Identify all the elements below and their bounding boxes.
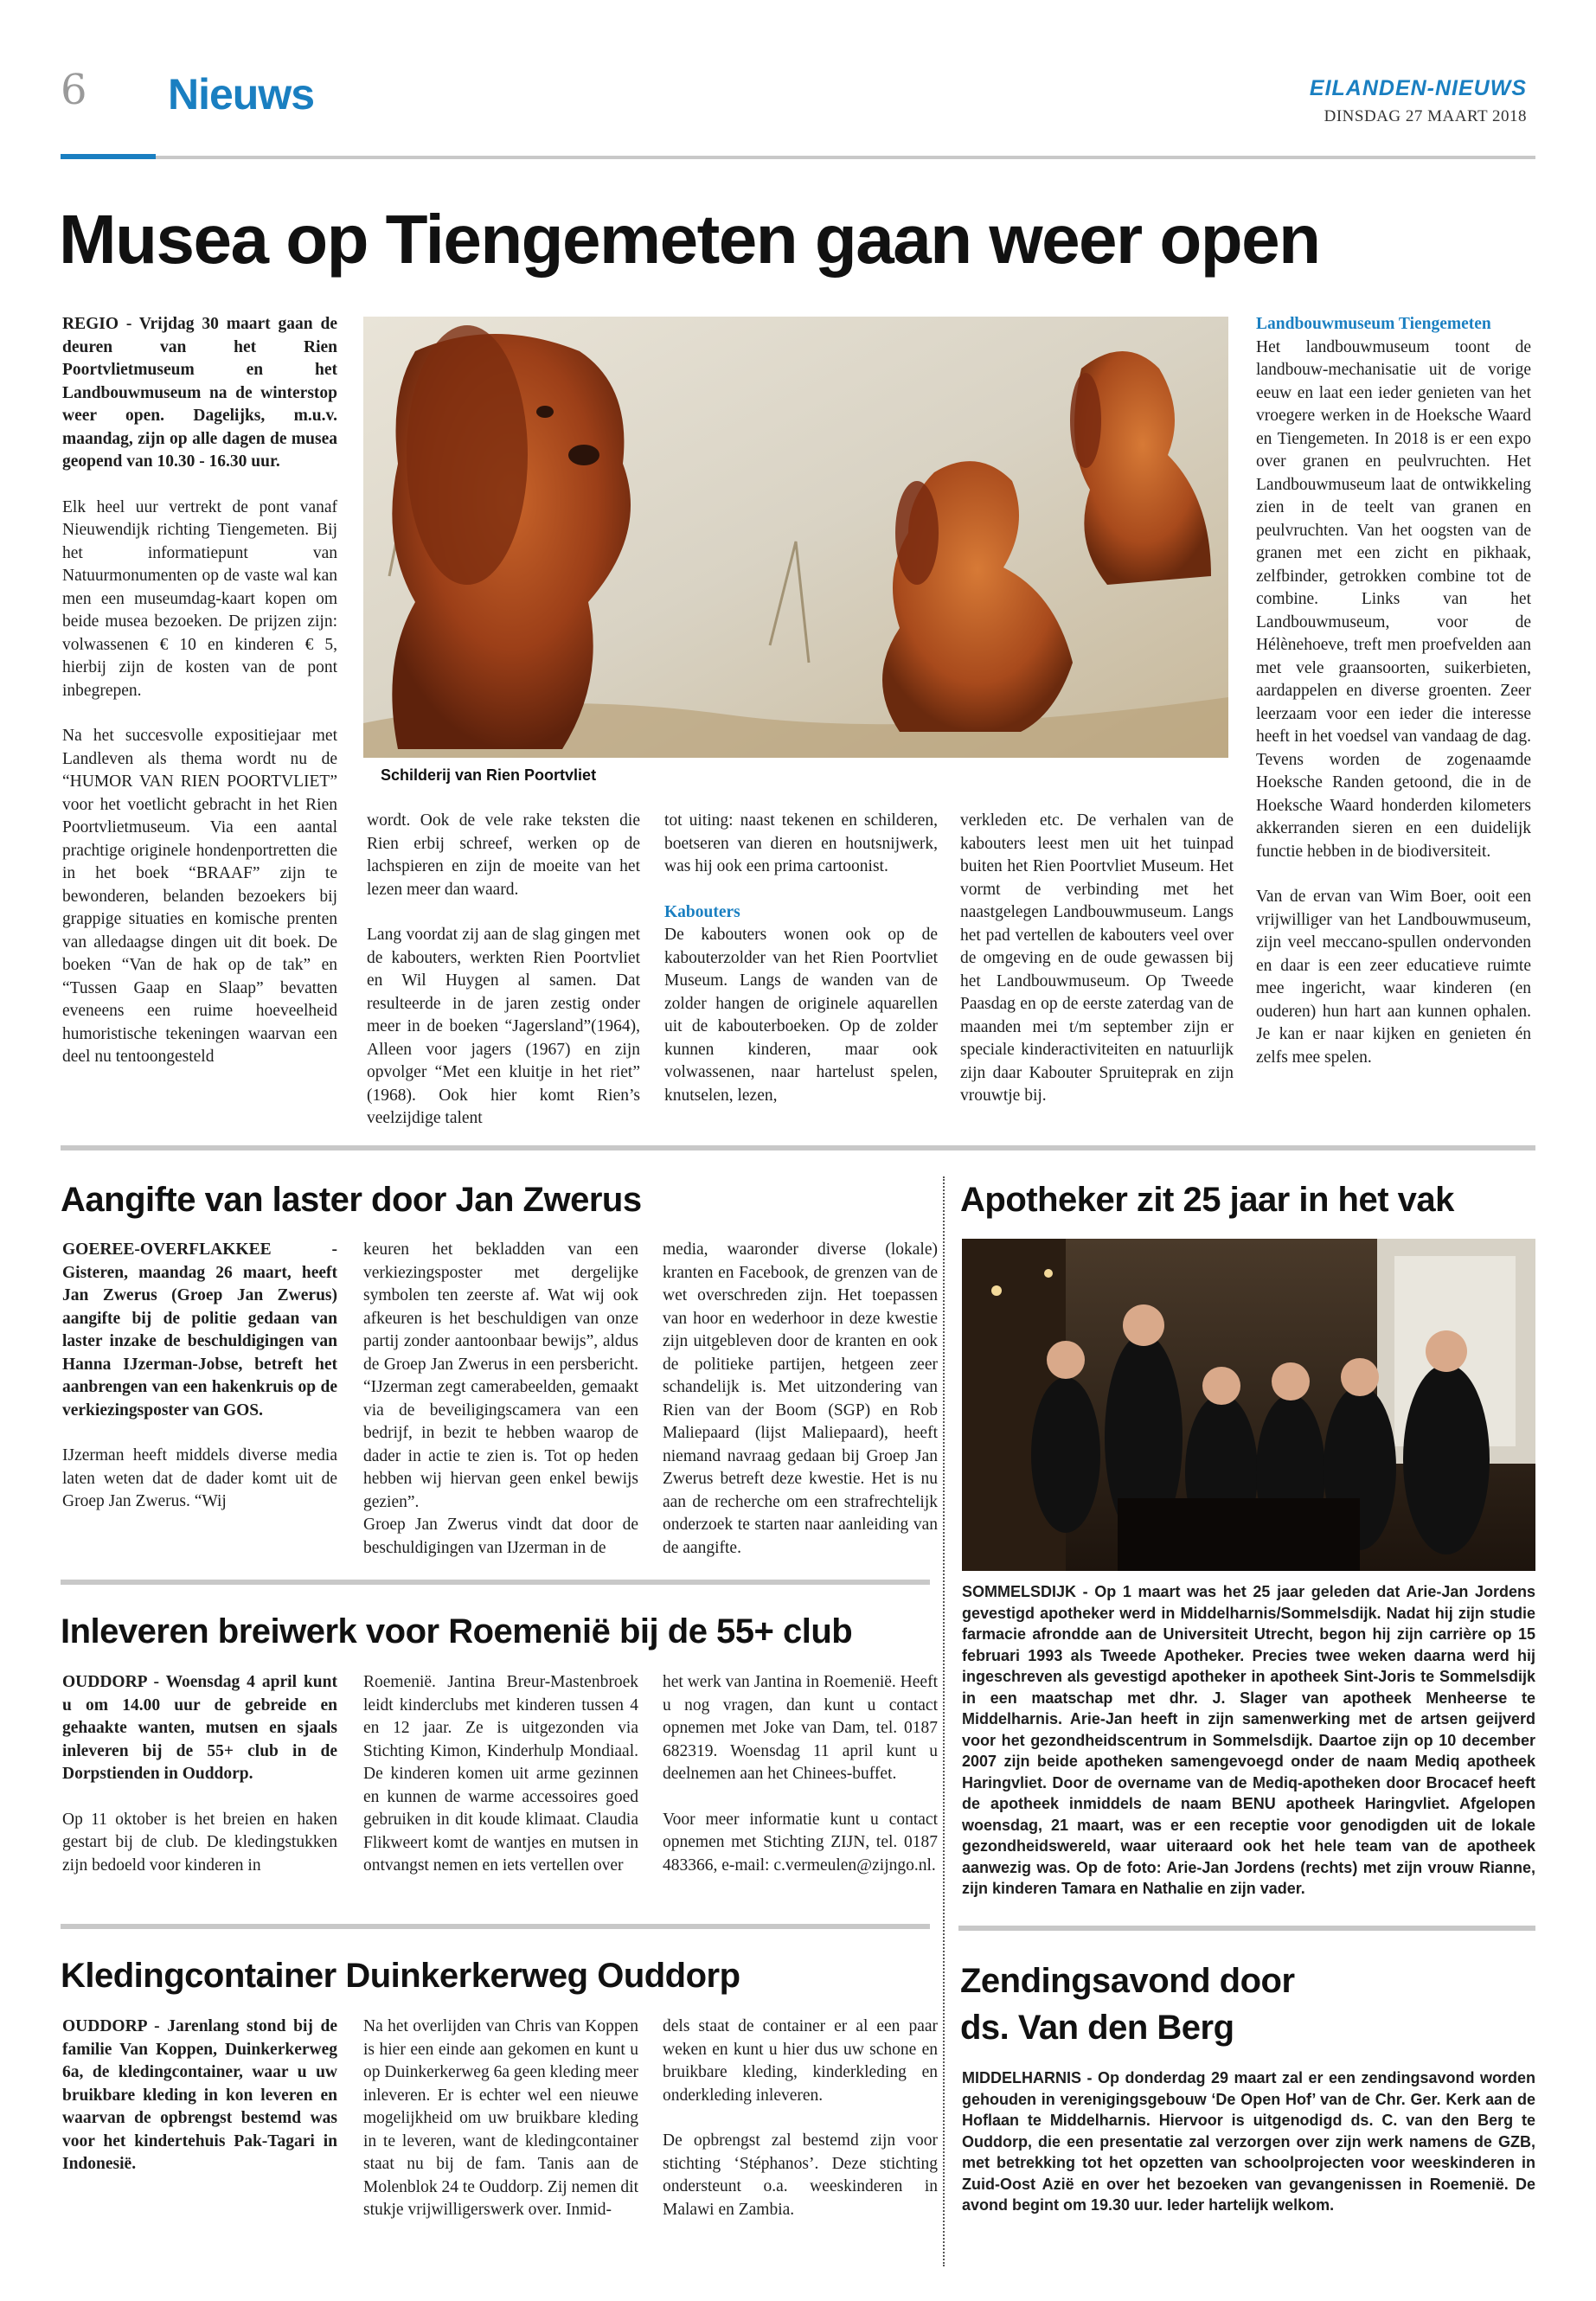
kleding-lead: OUDDORP - Jarenlang stond bij de familie Van Koppen, Duinkerkerweg 6a, de kledingcontainer, waar u uw bruikbare kleding in kon leveren en waarvan de opbrengst bestemd was voor het kindertehuis Pak-Tagari in Indonesië. [62, 2017, 337, 2173]
main-col1-p1: Elk heel uur vertrekt de pont vanaf Nieuwendijk richting Tiengemeten. Bij het informatiepunt van Natuurmonumenten op de vaste wal kan men een museumdag-kaart kopen om beide musea bezoeken. De prijzen zijn: volwassenen € 10 en kinderen € 5, hierbij zijn de kosten van de pont inbegrepen. [62, 497, 337, 700]
apotheker-photo [962, 1239, 1535, 1571]
main-col-2 [367, 810, 640, 1153]
main-col3-p2: De kabouters wonen ook op de kabouterzolder van het Rien Poortvliet Museum. Langs de wanden van de zolder hangen de originele aquarellen uit de kabouterboeken. Op de zolder kunnen kinderen, maar ook volwassenen, naar hartelust spelen, knutselen, lezen, [664, 926, 938, 1105]
image-caption: Schilderij van Rien Poortvliet [381, 766, 597, 784]
laster-headline: Aangifte van laster door Jan Zwerus [61, 1181, 642, 1219]
main-col-5 [1256, 313, 1531, 1092]
breiwerk-col1-p1: Op 11 oktober is het breien en haken gestart bij de club. De kledingstukken zijn bedoeld voor kinderen in [62, 1810, 337, 1875]
paper-name: EILANDEN-NIEUWS [1309, 76, 1527, 100]
zending-body: MIDDELHARNIS - Op donderdag 29 maart zal er een zendingsavond worden gehouden in verenigingsgebouw ‘De Open Hof’ van de Chr. Ger. Kerk aan de Hoflaan te Middelharnis. Hiervoor is uitgenodigd ds. C. van den Berg te Ouddorp, die een presentatie zal verzorgen over zijn werk namens de GZB, met betrekking tot het opzetten van schoolprojecten voor weeskinderen in Zuid-Oost Azië en over het bezoeken van gevangenissen in Roemenië. De avond begint om 19.30 uur. Ieder hartelijk welkom. [962, 2069, 1535, 2214]
kleding-col-3 [663, 2016, 938, 2244]
zending-headline-line1: Zendingsavond door [960, 1962, 1295, 2000]
apotheker-rule [958, 1926, 1535, 1931]
laster-col3-p1: media, waaronder diverse (lokale) kranten en Facebook, de grenzen van de wet overschreden zijn. Het toepassen van hoor en wederhoor in deze kwestie zijn uitgebleven door de kranten en ook de politieke partijen, hetgeen zeer schandelijk is. Met uitzondering van Rien van der Boom (SGP) en Rob Maliepaard (lijst Maliepaard), heeft niemand navraag gedaan bij Groep Jan Zwerus betreft deze kwestie. Het is nu aan de recherche om een strafrechtelijk onderzoek te starten naar aanleiding van de aangifte. [663, 1240, 938, 1557]
laster-col2-p2: Groep Jan Zwerus vindt dat door de beschuldigingen van IJzerman in de [363, 1516, 638, 1557]
painting-image [363, 317, 1228, 758]
zending-headline-line2: ds. Van den Berg [960, 2009, 1234, 2047]
header-rule [156, 156, 1535, 159]
kleding-col2-p1: Na het overlijden van Chris van Koppen is hier een einde aan gekomen en kunt u op Duinkerkerweg 6a geen kleding meer inleveren. Er is echter wel een nieuwe mogelijkheid om uw bruikbare kleding in te leveren, want de kledingcontainer staat nu bij de fam. Tanis aan de Molenblok 24 te Ouddorp. Zij nemen dit stukje vrijwilligerswerk over. Inmid- [363, 2017, 638, 2219]
page-number: 6 [61, 66, 87, 114]
laster-col-2 [363, 1239, 638, 1582]
laster-col-1 [62, 1239, 337, 1536]
main-col-1 [62, 313, 337, 1092]
main-col1-p2: Na het succesvolle expositiejaar met Landleven als thema wordt nu de “HUMOR VAN RIEN POORTVLIET” voor het voetlicht gebracht in het Rien Poortvlietmuseum. Via een aantal prachtige originele hondenportretten die in het boek “BRAAF” zijn te bewonderen, belanden bezoekers bij grappige situaties en komische prenten van alledaagse dingen uit dit boek. De boeken “Van de hak op de tak” en “Tussen Gaap en Slaap” bevatten eveneens een ruime hoeveelheid humoristische tekeningen waarvan een deel nu tentoongesteld [62, 727, 337, 1066]
column-divider [943, 1176, 945, 2266]
main-lead: REGIO - Vrijdag 30 maart gaan de deuren van het Rien Poortvlietmuseum en het Landbouwmuseum na de winterstop weer open. Dagelijks, m.u.v. maandag, zijn op alle dagen de musea geopend van 10.30 - 16.30 uur. [62, 315, 337, 471]
section-title: Nieuws [168, 70, 315, 119]
laster-lead: GOEREE-OVERFLAKKEE - Gisteren, maandag 26 maart, heeft Jan Zwerus (Groep Jan Zwerus) aangifte bij de politie gedaan van laster inzake de beschuldigingen van Hanna IJzerman-Jobse, betreft het aanbrengen van een hakenkruis op de verkiezingsposter van GOS. [62, 1240, 337, 1420]
laster-rule [61, 1580, 930, 1585]
kabouters-subhead: Kabouters [664, 902, 740, 921]
main-col2-p2: Lang voordat zij aan de slag gingen met de kabouters, werkten Rien Poortvliet en Wil Huygen al samen. Dat resulteerde in de jaren zestig onder meer in de boeken “Jagersland”(1964), Alleen voor jagers (1967) en zijn opvolger “Met een kluitje in het riet” (1968). Ook hier komt Rien’s veelzijdige talent [367, 926, 640, 1127]
breiwerk-col-2 [363, 1671, 638, 1900]
landbouwmuseum-subhead: Landbouwmuseum Tiengemeten [1256, 315, 1491, 333]
main-col5-p2: Van de ervan van Wim Boer, ooit een vrijwilliger van het Landbouwmuseum, zijn veel meccano-spullen ondervonden en daar is een zeer educatieve ruimte mee ingericht, waar kinderen (en ouderen) hun hart aan kunnen ophalen. Je kan er naar kijken en genieten én zelfs mee spelen. [1256, 888, 1531, 1067]
breiwerk-lead: OUDDORP - Woensdag 4 april kunt u om 14.00 uur de gebreide en gehaakte wanten, mutsen en sjaals inleveren bij de 55+ club in de Dorpstienden in Ouddorp. [62, 1673, 337, 1783]
main-col5-p1: Het landbouwmuseum toont de landbouw-mechanisatie uit de vorige eeuw en laat een ieder genieten van het vroegere werken in de Hoeksche Waard en Tiengemeten. In 2018 is er een expo over granen en peulvruchten. Het Landbouwmuseum laat de ontwikkeling zien in de teelt van granen en peulvruchten. Van het oogsten van de granen met een zicht en pikhaak, zelfbinder, getrokken combine tot de combine. Links van het Landbouwmuseum, voor de Hélènehoeve, treft men proefvelden aan met vele graansoorten, suikerbieten, aardappelen en diverse groenten. Zeer leerzaam voor een ieder die interesse heeft in het voedsel van vandaag de dag. Tevens worden de zogenaamde Hoeksche Randen getoond, die in de Hoeksche Waard honderden kilometers akkerranden sieren en een duidelijk functie hebben in de biodiversiteit. [1256, 337, 1531, 861]
section-rule [61, 1145, 1535, 1150]
main-col-4 [960, 810, 1234, 1131]
laster-col1-p1: IJzerman heeft middels diverse media laten weten dat de dader komt uit de Groep Jan Zwerus. “Wij [62, 1446, 337, 1510]
breiwerk-col2-p1: Roemenië. Jantina Breur-Mastenbroek leidt kinderclubs met kinderen tussen 4 en 12 jaar. Ze is uitgezonden via Stichting Kimon, Kinderhulp Mondiaal. De kinderen komen uit arme gezinnen en kunnen de warme accessoires goed gebruiken in dit koude klimaat. Claudia Flikweert komt de wantjes en mutsen in ontvangst nemen en iets vertellen over [363, 1673, 638, 1875]
breiwerk-col-1 [62, 1671, 337, 1900]
dateline: DINSDAG 27 MAART 2018 [1324, 107, 1527, 125]
kleding-col-2 [363, 2016, 638, 2245]
laster-col2-p1: keuren het bekladden van een verkiezingsposter met dergelijke symbolen ten zeerste af. Wat wij ook afkeuren is het beschuldigen van onze partij zonder aantoonbaar bewijs”, aldus de Groep Jan Zwerus in een persbericht. “IJzerman zegt camerabeelden, gemaakt via de beveiligingscamera van een bedrijf, in bezit te hebben waarop de dader in actie te zien is. Tot op heden hebben wij hiervan geen enkel bewijs gezien”. [363, 1240, 638, 1511]
breiwerk-col3-p2: Voor meer informatie kunt u contact opnemen met Stichting ZIJN, tel. 0187 483366, e-mail: c.vermeulen@zijngo.nl. [663, 1810, 938, 1875]
header-accent-rule [61, 154, 156, 159]
apotheker-headline: Apotheker zit 25 jaar in het vak [960, 1181, 1454, 1219]
kleding-col-1 [62, 2016, 337, 2199]
main-col3-p1: tot uiting: naast tekenen en schilderen, boetseren van dieren en houtsnijwerk, was hij ook een prima cartoonist. [664, 811, 938, 875]
laster-col-3 [663, 1239, 938, 1582]
kleding-col3-p1: dels staat de container er al een paar weken en kunt u hier dus uw schone en bruikbare kleding, kinderkleding en onderkleding inleveren. [663, 2017, 938, 2105]
main-col2-p1: wordt. Ook de vele rake teksten die Rien erbij schreef, werken op de lachspieren en zijn de moeite van het lezen meer dan waard. [367, 811, 640, 899]
kleding-col3-p2: De opbrengst zal bestemd zijn voor stichting ‘Stéphanos’. Deze stichting ondersteunt o.a. weeskinderen in Malawi en Zambia. [663, 2131, 938, 2219]
kleding-headline: Kledingcontainer Duinkerkerweg Ouddorp [61, 1957, 740, 1995]
breiwerk-col3-p1: het werk van Jantina in Roemenië. Heeft u nog vragen, dan kunt u contact opnemen met Joke van Dam, tel. 0187 682319. Woensdag 11 april kunt u deelnemen aan het Chinees-buffet. [663, 1673, 938, 1783]
breiwerk-rule [61, 1924, 930, 1929]
breiwerk-col-3 [663, 1671, 938, 1900]
breiwerk-headline: Inleveren breiwerk voor Roemenië bij de 55+ club [61, 1612, 853, 1650]
main-headline: Musea op Tiengemeten gaan weer open [59, 201, 1320, 278]
main-col-3 [664, 810, 938, 1130]
main-col4-p1: verkleden etc. De verhalen van de kabouters leest men uit het tuinpad buiten het Rien Poortvliet Museum. Het vormt de verbinding met het naastgelegen Landbouwmuseum. Langs het pad vertellen de kabouters veel over de omgeving en de oude gewassen bij het Landbouwmuseum. Op Tweede Paasdag en op de eerste zaterdag van de maanden mei t/m september zijn er speciale kinderactiviteiten en natuurlijk zijn daar Kabouter Spruiteprak en zijn vrouwtje bij. [960, 811, 1234, 1105]
apotheker-body: SOMMELSDIJK - Op 1 maart was het 25 jaar geleden dat Arie-Jan Jordens gevestigd apotheker werd in Middelharnis/Sommelsdijk. Nadat hij zijn studie farmacie afrondde aan de Universiteit Utrecht, begon hij zijn carrière op 15 februari 1993 als Tweede Apotheker. Precies twee weken daarna werd hij ingeschreven als gevestigd apotheker in apotheek Sint-Joris te Sommelsdijk in een maatschap met dhr. J. Slager van apotheek Menheerse te Middelharnis. Arie-Jan heeft in zijn samenwerking met de artsen geijverd voor het gezondheidscentrum in Sommelsdijk. Daartoe zijn op 10 december 2007 zijn beide apotheken samengevoegd onder de naam Mediq apotheek Haringvliet. Door de overname van de Mediq-apotheken door Brocacef heeft de apotheek inmiddels de naam BENU apotheek Haringvliet. Afgelopen woensdag, 21 maart, was er een receptie voor genodigden uit de lokale gezondheidswereld, waar uiteraard ook het hele team van de apotheek aanwezig was. Op de foto: Arie-Jan Jordens (rechts) met zijn vrouw Rianne, zijn kinderen Tamara en Nathalie en zijn vader. [962, 1583, 1535, 1897]
